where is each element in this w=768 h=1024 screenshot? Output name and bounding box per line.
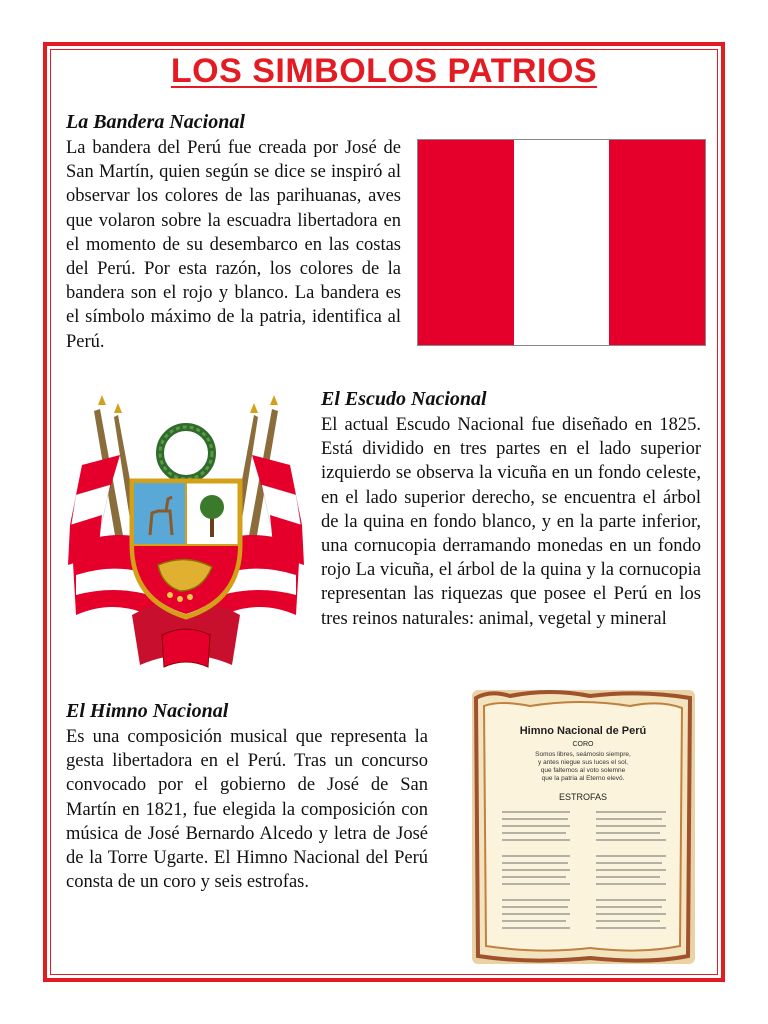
escudo-heading: El Escudo Nacional	[321, 388, 487, 410]
himno-heading: El Himno Nacional	[66, 700, 229, 722]
peru-flag-image	[417, 139, 706, 346]
bandera-heading: La Bandera Nacional	[66, 111, 245, 133]
hymn-coro-line-2: y antes niegue sus luces el sol,	[538, 759, 628, 766]
hymn-coro-label: CORO	[572, 741, 594, 748]
hymn-estrofas-label: ESTROFAS	[558, 792, 608, 802]
hymn-title: Himno Nacional de Perú	[519, 725, 647, 737]
himno-text: Es una composición musical que representa la gesta libertadora en el Perú. Tras un concurso convocado por el gobierno de José de San Martín en 1821, fue elegida la composición con música de José Bernardo Alcedo y letra de José de la Torre Ugarte. El Himno Nacional del Perú consta de un coro y seis estrofas.	[66, 727, 428, 893]
hymn-coro-line-3: que faltemos al voto solemne	[540, 767, 626, 774]
hymn-parchment-image	[470, 688, 697, 966]
escudo-text: El actual Escudo Nacional fue diseñado en 1825. Está dividido en tres partes en el lado superior izquierdo se observa la vicuña en un fondo celeste, en el lado superior derecho, se encuentra el árbol de la quina en fondo blanco, y en la parte inferior, una cornucopia derramando monedas en un fondo rojo La vicuña, el árbol de la quina y la cornucopia representan las riquezas que posee el Perú en los tres reinos naturales: animal, vegetal y mineral	[321, 415, 701, 629]
hymn-coro-line-1: Somos libres, seámoslo siempre,	[535, 751, 631, 758]
hymn-coro-line-4: que la patria al Eterno elevó.	[541, 775, 625, 782]
bandera-text: La bandera del Perú fue creada por José de San Martín, quien según se dice se inspiró al observar los colores de las parihuanas, aves que volaron sobre la escuadra libertadora en el momento de su desembarco en las costas del Perú. Por esta razón, los colores de la bandera son el rojo y blanco. La bandera es el símbolo máximo de la patria, identifica al Perú.	[66, 138, 401, 352]
coat-of-arms-icon	[62, 395, 310, 675]
page-title: LOS SIMBOLOS PATRIOS	[170, 52, 598, 90]
